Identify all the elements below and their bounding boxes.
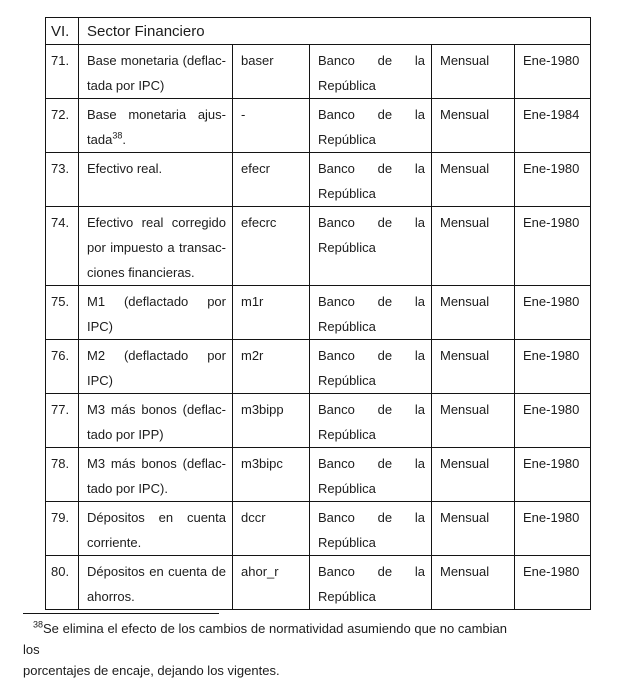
cell-line: República [318, 535, 376, 550]
cell-line: 75. [51, 294, 70, 309]
source-cell [310, 340, 432, 394]
cell-line: M3 más bonos (deflac- [87, 456, 226, 471]
cell-line: IPC) [87, 373, 113, 388]
section-numeral-cell [46, 18, 79, 45]
start-date-cell [515, 45, 591, 99]
cell-line: Mensual [440, 402, 490, 417]
cell-line: Banco de la [318, 348, 425, 363]
cell-line: República [318, 373, 376, 388]
source-cell [310, 556, 432, 610]
source-cell [310, 153, 432, 207]
cell-line: Efectivo real corregido [87, 215, 226, 230]
cell-line: Ene-1980 [523, 348, 580, 363]
footnote-rule [23, 613, 219, 614]
cell-line: tado por IPC). [87, 481, 168, 496]
cell-line: Banco de la [318, 53, 425, 68]
cell-line: República [318, 132, 376, 147]
start-date-cell [515, 99, 591, 153]
row-number-cell [46, 448, 79, 502]
code-cell [233, 556, 310, 610]
cell-line: efecrc [241, 215, 277, 230]
table-header [46, 18, 591, 45]
row-number-cell [46, 286, 79, 340]
cell-line: ciones financieras. [87, 265, 195, 280]
start-date-cell [515, 207, 591, 286]
source-cell [310, 286, 432, 340]
cell-line: Banco de la [318, 294, 425, 309]
row-number-cell [46, 45, 79, 99]
start-date-cell [515, 556, 591, 610]
start-date-cell [515, 340, 591, 394]
section-title-cell [79, 18, 591, 45]
cell-line: m2r [241, 348, 264, 363]
cell-line: Banco de la [318, 215, 425, 230]
cell-line: República [318, 186, 376, 201]
cell-line: Ene-1980 [523, 402, 580, 417]
cell-line: IPC) [87, 319, 113, 334]
frequency-cell [432, 556, 515, 610]
cell-line: Banco de la [318, 510, 425, 525]
cell-line: Ene-1980 [523, 161, 580, 176]
description-cell [79, 153, 233, 207]
frequency-cell [432, 207, 515, 286]
footnote-line: $^{38}$Se elimina el efecto de los cambios de normatividad asumiendo que no cambian los [23, 619, 507, 657]
start-date-cell [515, 153, 591, 207]
frequency-cell [432, 99, 515, 153]
cell-line: República [318, 481, 376, 496]
row-number-cell [46, 153, 79, 207]
cell-line: Base monetaria (deflac- [87, 53, 226, 68]
footnote [23, 613, 507, 681]
cell-line: Dépositos en cuenta [87, 510, 226, 525]
code-cell [233, 448, 310, 502]
source-cell [310, 502, 432, 556]
row-number-cell [46, 394, 79, 448]
start-date-cell [515, 394, 591, 448]
code-cell [233, 45, 310, 99]
cell-line: República [318, 589, 376, 604]
frequency-cell [432, 340, 515, 394]
table-row [46, 394, 591, 448]
cell-line: República [318, 240, 376, 255]
cell-line: dccr [241, 510, 266, 525]
table-row [46, 448, 591, 502]
cell-line: Ene-1984 [523, 107, 580, 122]
frequency-cell [432, 286, 515, 340]
frequency-cell [432, 153, 515, 207]
cell-line: 78. [51, 456, 70, 471]
cell-line: 73. [51, 161, 70, 176]
cell-line: Ene-1980 [523, 564, 580, 579]
cell-line: 74. [51, 215, 70, 230]
description-cell [79, 394, 233, 448]
cell-line: Mensual [440, 348, 490, 363]
cell-line: tada$^{38}$. [87, 130, 126, 147]
cell-line: Banco de la [318, 161, 425, 176]
cell-line: Banco de la [318, 107, 425, 122]
cell-line: 71. [51, 53, 70, 68]
cell-line: M1 (deflactado por [87, 294, 226, 309]
cell-line: M2 (deflactado por [87, 348, 226, 363]
table-row [46, 340, 591, 394]
cell-line: Mensual [440, 564, 490, 579]
cell-line: República [318, 319, 376, 334]
frequency-cell [432, 502, 515, 556]
cell-line: 72. [51, 107, 70, 122]
cell-line: tada por IPC) [87, 78, 165, 93]
description-cell [79, 286, 233, 340]
row-number-cell [46, 207, 79, 286]
description-cell [79, 556, 233, 610]
cell-line: Mensual [440, 510, 490, 525]
cell-line: Ene-1980 [523, 510, 580, 525]
cell-line: baser [241, 53, 274, 68]
cell-line: Ene-1980 [523, 53, 580, 68]
cell-line: corriente. [87, 535, 142, 550]
section-title: Sector Financiero [87, 23, 205, 40]
table-row [46, 45, 591, 99]
cell-line: Mensual [440, 161, 490, 176]
cell-line: tado por IPP) [87, 427, 164, 442]
cell-line: República [318, 78, 376, 93]
cell-line: Base monetaria ajus- [87, 107, 226, 122]
table-row [46, 153, 591, 207]
cell-line: m1r [241, 294, 264, 309]
cell-line: Mensual [440, 294, 490, 309]
cell-line: Banco de la [318, 456, 425, 471]
indicator-table [45, 17, 591, 610]
cell-line: 79. [51, 510, 70, 525]
cell-line: Mensual [440, 215, 490, 230]
cell-line: Banco de la [318, 564, 425, 579]
start-date-cell [515, 286, 591, 340]
code-cell [233, 394, 310, 448]
code-cell [233, 207, 310, 286]
cell-line: por impuesto a transac- [87, 240, 226, 255]
frequency-cell [432, 448, 515, 502]
cell-line: efecr [241, 161, 270, 176]
row-number-cell [46, 99, 79, 153]
cell-line: Ene-1980 [523, 215, 580, 230]
table-body [46, 45, 591, 610]
cell-line: m3bipp [241, 402, 284, 417]
source-cell [310, 448, 432, 502]
cell-line: Mensual [440, 107, 490, 122]
description-cell [79, 207, 233, 286]
source-cell [310, 394, 432, 448]
description-cell [79, 340, 233, 394]
code-cell [233, 99, 310, 153]
code-cell [233, 286, 310, 340]
code-cell [233, 502, 310, 556]
row-number-cell [46, 340, 79, 394]
row-number-cell [46, 556, 79, 610]
start-date-cell [515, 448, 591, 502]
source-cell [310, 45, 432, 99]
cell-line: Efectivo real. [87, 161, 163, 176]
footnote-line: porcentajes de encaje, dejando los vigentes. [23, 663, 280, 678]
cell-line: Ene-1980 [523, 294, 580, 309]
frequency-cell [432, 45, 515, 99]
cell-line: m3bipc [241, 456, 283, 471]
frequency-cell [432, 394, 515, 448]
table-row [46, 286, 591, 340]
cell-line: Mensual [440, 456, 490, 471]
cell-line: M3 más bonos (deflac- [87, 402, 226, 417]
table-row [46, 502, 591, 556]
cell-line: - [241, 107, 246, 122]
source-cell [310, 207, 432, 286]
cell-line: Dépositos en cuenta de [87, 564, 226, 579]
start-date-cell [515, 502, 591, 556]
cell-line: Banco de la [318, 402, 425, 417]
cell-line: Mensual [440, 53, 490, 68]
description-cell [79, 45, 233, 99]
table-row [46, 207, 591, 286]
code-cell [233, 153, 310, 207]
description-cell [79, 448, 233, 502]
description-cell [79, 99, 233, 153]
row-number-cell [46, 502, 79, 556]
table-row [46, 99, 591, 153]
section-numeral: VI. [51, 23, 70, 40]
description-cell [79, 502, 233, 556]
cell-line: ahor_r [241, 564, 279, 579]
code-cell [233, 340, 310, 394]
table-row [46, 556, 591, 610]
cell-line: ahorros. [87, 589, 135, 604]
section-header-row [46, 18, 591, 45]
source-cell [310, 99, 432, 153]
cell-line: 77. [51, 402, 70, 417]
cell-line: 80. [51, 564, 70, 579]
cell-line: 76. [51, 348, 70, 363]
cell-line: Ene-1980 [523, 456, 580, 471]
cell-line: República [318, 427, 376, 442]
